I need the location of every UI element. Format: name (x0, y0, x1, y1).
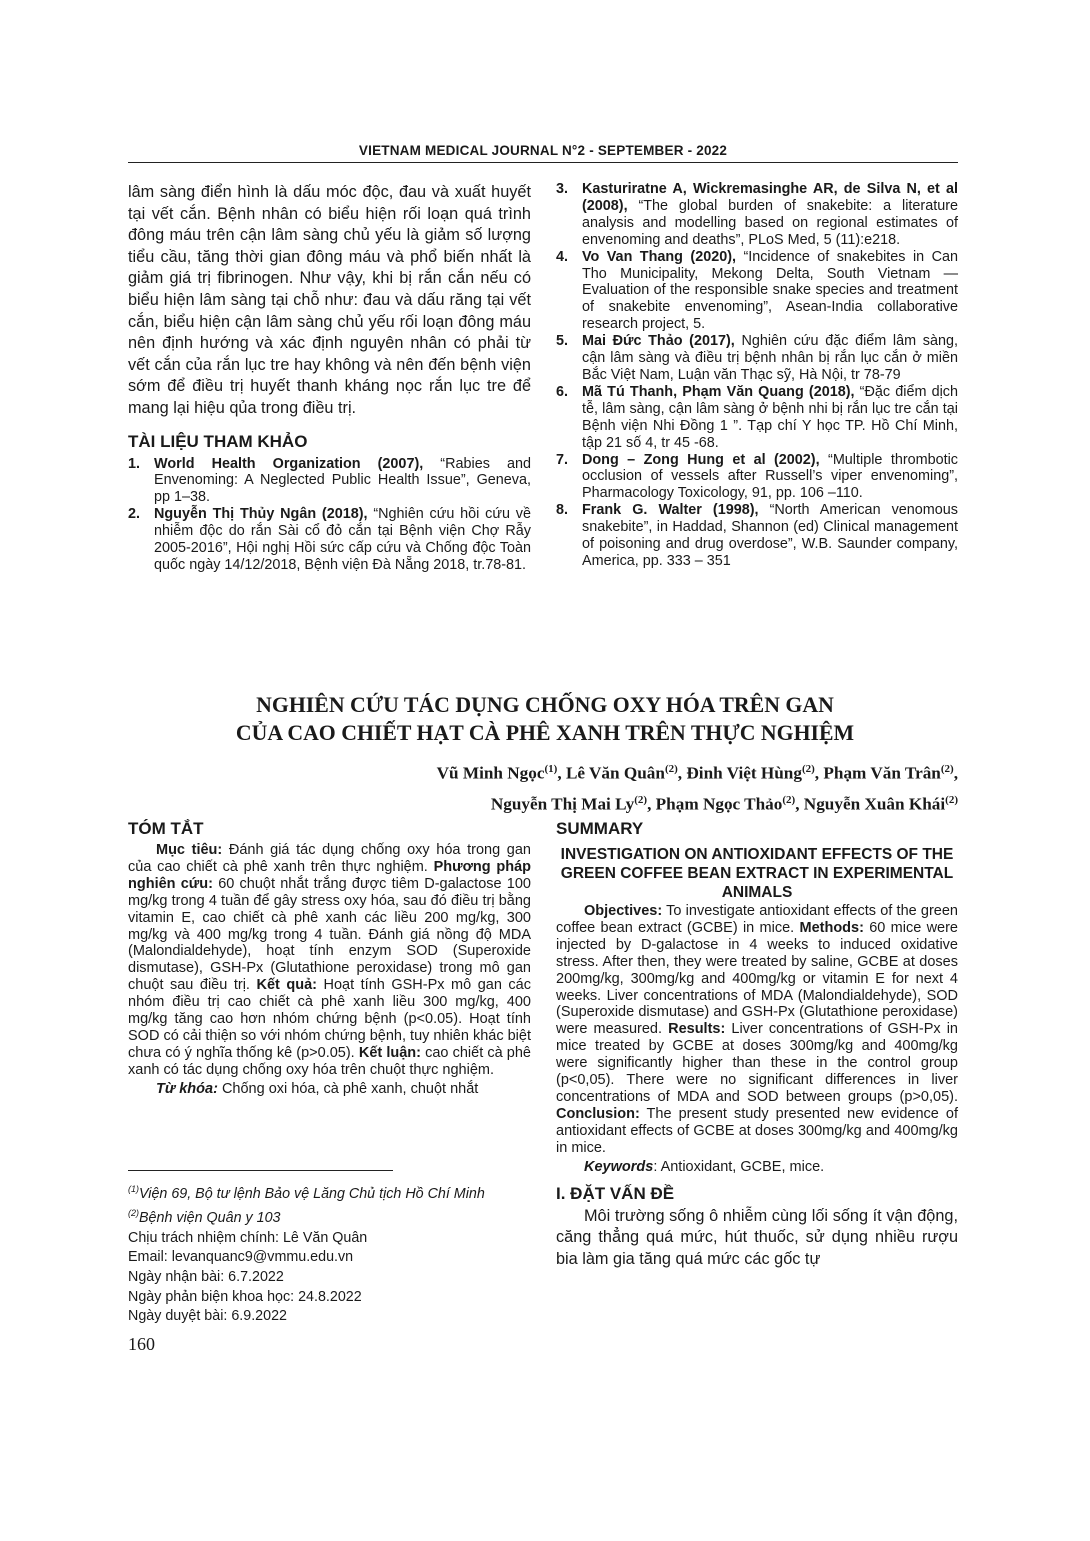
article-title (0, 691, 1090, 747)
en-abstract (556, 819, 958, 1270)
approval-date: Ngày duyệt bài: 6.9.2022 (128, 1308, 287, 1325)
references-heading: TÀI LIỆU THAM KHẢO (128, 431, 308, 451)
affiliation-2: $^{(2)}$Bệnh viện Quân y 103 (128, 1208, 281, 1227)
reference-item: 8. Frank G. Walter (1998), “North American venomous snakebite”, in Haddad, Shannon (ed) Clinical management of poisoning and drug overdose”, W.B. Saunder company, America, pp. 333 – 351 (556, 502, 958, 569)
author-name: Phạm Ngọc Thảo (655, 794, 783, 814)
intro-heading: I. ĐẶT VẤN ĐỀ (556, 1183, 675, 1203)
reference-item: 4. Vo Van Thang (2020), “Incidence of snakebites in Can Tho Municipality, Mekong Delta, South Vietnam — Evaluation of the responsible snake species and treatment of snakebite envenoming”, Asean-India collaborative research project, 5. (556, 248, 958, 333)
footnote (128, 1180, 528, 1327)
author-list (437, 756, 958, 817)
summary-heading: SUMMARY (556, 819, 644, 838)
title-line-1: NGHIÊN CỨU TÁC DỤNG CHỐNG OXY HÓA TRÊN GAN (256, 693, 834, 717)
author-name: Phạm Văn Trân (823, 763, 941, 783)
authors-line-2: Nguyễn Thị Mai Ly$^{(2)}$, Phạm Ngọc Thảo$^{(2)}$, Nguyễn Xuân Khái$^{(2)}$ (490, 793, 958, 814)
received-date: Ngày nhận bài: 6.7.2022 (128, 1268, 284, 1285)
email: Email: levanquanc9@vmmu.edu.vn (128, 1249, 354, 1266)
left-column-top (128, 182, 531, 574)
vn-abstract (128, 819, 531, 1098)
vn-abstract-body: Mục tiêu: Đánh giá tác dụng chống oxy hóa trong gan của cao chiết cà phê xanh trên thực nghiệm. Phương pháp nghiên cứu: 60 chuột nhắt trắng được tiêm D-galactose 100 mg/kg trong 4 tuần để gây stress oxy hóa, sau đó điều trị bằng vitamin E, cao chiết cà phê xanh các liều 200 mg/kg, 300 mg/kg và 400 mg/kg trong 4 tuần. Đánh giá nồng độ MDA (Malondialdehyde), hoạt tính enzym SOD (Superoxide dismutase), GSH-Px (Glutathione peroxidase) trong mô gan chuột sau điều trị. Kết quả: Hoạt tính GSH-Px mô gan các nhóm điều trị cao chiết cà phê xanh liều 300 mg/kg, 400 mg/kg tăng cao hơn nhóm chứng bệnh (p<0.05). Hoạt tính SOD có cải thiện so với nhóm chứng bệnh, tuy nhiên khác biệt chưa có ý nghĩa thống kê (p>0.05). Kết luận: cao chiết cà phê xanh có tác dụng chống oxy hóa trên chuột thực nghiệm. (128, 842, 532, 1078)
authors-line-1: Vũ Minh Ngọc$^{(1)}$, Lê Văn Quân$^{(2)}$, Đinh Việt Hùng$^{(2)}$, Phạm Văn Trân$^{(2)}$, (436, 763, 958, 783)
intro-paragraph: Môi trường sống ô nhiễm cùng lối sống ít vận động, căng thẳng quá mức, hút thuốc, sử dụng nhiều rượu bia làm gia tăng quá mức các gốc tự (556, 1206, 958, 1268)
summary-keywords: Keywords: Antioxidant, GCBE, mice. (584, 1158, 825, 1175)
right-column-top (556, 181, 958, 570)
corresponding-author: Chịu trách nhiệm chính: Lê Văn Quân (128, 1229, 368, 1246)
references-list-left (128, 456, 531, 574)
author-name: Nguyễn Thị Mai Ly (490, 794, 635, 814)
references-list-right (556, 181, 958, 570)
reference-item: 6. Mã Tú Thanh, Phạm Văn Quang (2018), “Đặc điểm dịch tễ, lâm sàng, cận lâm sàng ở bệnh nhi bị rắn lục tre cắn tại Bệnh viện Nhi Đồng 1 ”. Tạp chí Y học TP. Hồ Chí Minh, tập 21 số 4, tr 45 -68. (556, 383, 959, 451)
header-rule (128, 162, 958, 163)
affiliation-1: $^{(1)}$Viện 69, Bộ tư lệnh Bảo vệ Lăng Chủ tịch Hồ Chí Minh (128, 1184, 485, 1202)
title-line-2: CỦA CAO CHIẾT HẠT CÀ PHÊ XANH TRÊN THỰC NGHIỆM (235, 721, 855, 745)
page-number: 160 (128, 1334, 155, 1354)
reference-item: 1. World Health Organization (2007), “Rabies and Envenoming: A Neglected Public Health Issue”, Geneva, pp 1–38. (128, 455, 531, 506)
author-name: Đinh Việt Hùng (686, 763, 802, 783)
author-name: Nguyễn Xuân Khái (803, 794, 946, 814)
reference-item: 2. Nguyễn Thị Thủy Ngân (2018), “Nghiên cứu hồi cứu về nhiễm độc do rắn Sài cổ đỏ cắn tại Bệnh viện Chợ Rẫy 2005-2016”, Hội nghị Hồi sức cấp cứu và Chống độc Toàn quốc ngày 14/12/2018, Bệnh viện Đà Nẵng 2018, tr.78-81. (128, 506, 531, 573)
reference-item: 3. Kasturiratne A, Wickremasinghe AR, de Silva N, et al (2008), “The global burden of snakebite: a literature analysis and modelling based on regional estimates of envenoming and deaths”, PLoS Med, 5 (11):e218. (556, 181, 958, 248)
review-date: Ngày phản biện khoa học: 24.8.2022 (128, 1288, 362, 1305)
reference-item: 5. Mai Đức Thảo (2017), Nghiên cứu đặc điểm lâm sàng, cận lâm sàng và điều trị bệnh nhân bị rắn lục cắn ở miền Bắc Việt Nam, Luận văn Thạc sỹ, Hà Nội, tr 78-79 (556, 333, 958, 383)
reference-item: 7. Dong – Zong Hung et al (2002), “Multiple thrombotic occlusion of vessels after Russell’s viper envenoming”, Pharmacology Toxicology, 91, pp. 106 –110. (556, 451, 959, 502)
vn-abstract-heading: TÓM TẮT (128, 819, 204, 838)
journal-header: VIETNAM MEDICAL JOURNAL N°2 - SEPTEMBER - 2022 (358, 143, 728, 158)
vn-keywords: Từ khóa: Chống oxi hóa, cà phê xanh, chuột nhắt (156, 1080, 479, 1097)
author-name: Lê Văn Quân (565, 763, 665, 783)
summary-body: Objectives: To investigate antioxidant effects of the green coffee bean extract (GCBE) in mice. Methods: 60 mice were injected by D-galactose in 4 weeks to induced oxidative stress. After then, they were treated by saline, GCBE at doses 200mg/kg, 300mg/kg and 400mg/kg or vitamin E for next 4 weeks. Liver concentrations of MDA (Malondialdehyde), SOD (Superoxide dismutase) and GSH-Px (Glutathione peroxidase) were measured. Results: Liver concentrations of GSH-Px in mice treated by GCBE at doses 300mg/kg and 400mg/kg were significantly higher than these in the control group (p<0,05). There were no significant differences in liver concentrations of MDA and SOD between groups (p>0,05). Conclusion: The present study presented new evidence of antioxidant effects of GCBE at doses 300mg/kg and 400mg/kg in mice. (556, 903, 958, 1156)
footnote-rule (128, 1170, 393, 1171)
discussion-paragraph: lâm sàng điển hình là dấu móc độc, đau và xuất huyết tại vết cắn. Bệnh nhân có biểu hiện rối loạn quá trình đông máu trên cận lâm sàng chủ yếu là giảm số lượng tiểu cầu, tăng thời gian đông máu và phổ biến nhất là giảm giá trị fibrinogen. Như vậy, khi bị rắn cắn nếu có biểu hiện lâm sàng tại chỗ như: đau và dấu răng tại vết cắn, biểu hiện cận lâm sàng chủ yếu rối loạn đông máu nên định hướng và xác định nguyên nhân có phải từ vết cắn của rắn lục tre hay không và nên đến bệnh viện sớm để điều trị huyết thanh kháng nọc rắn lục tre để mang lại hiệu qủa trong điều trị. (128, 183, 531, 417)
summary-title: INVESTIGATION ON ANTIOXIDANT EFFECTS OF THE GREEN COFFEE BEAN EXTRACT IN EXPERIMENTAL ANIMALS (560, 846, 954, 901)
author-name: Vũ Minh Ngọc (436, 763, 545, 783)
